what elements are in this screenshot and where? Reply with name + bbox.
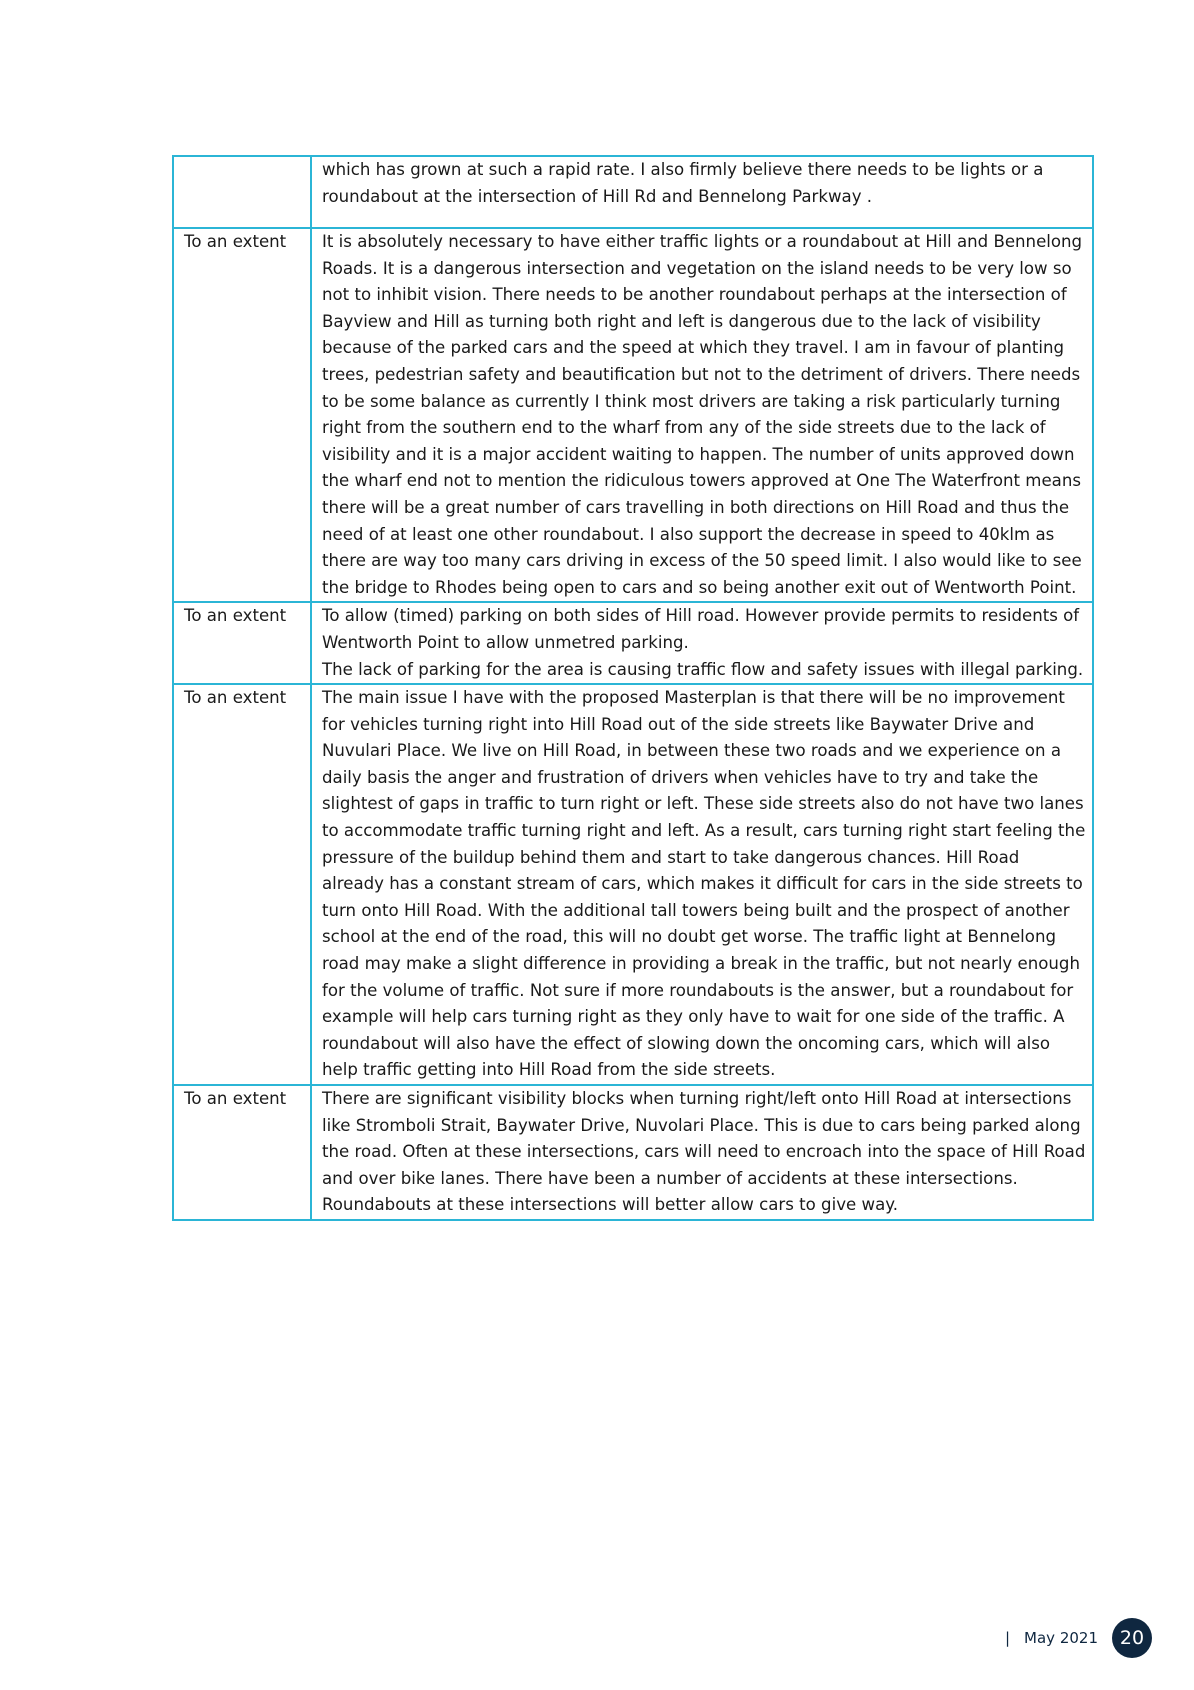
rating-cell: To an extent bbox=[173, 228, 311, 602]
comment-paragraph: The lack of parking for the area is causing traffic flow and safety issues with illegal parking. bbox=[322, 659, 1084, 679]
footer-separator: | bbox=[1004, 1629, 1011, 1647]
table-row bbox=[173, 228, 1093, 602]
comment-paragraph: To allow (timed) parking on both sides of Hill road. However provide permits to residents of Wentworth Point to allow unmetred parking. bbox=[322, 606, 1080, 652]
table-row bbox=[173, 156, 1093, 228]
table-row bbox=[173, 602, 1093, 684]
rating-cell: To an extent bbox=[173, 602, 311, 684]
rating-cell bbox=[173, 156, 311, 228]
rating-cell: To an extent bbox=[173, 1085, 311, 1220]
comment-cell bbox=[311, 602, 1093, 684]
footer-date: May 2021 bbox=[1024, 1629, 1098, 1647]
comment-cell: The main issue I have with the proposed Masterplan is that there will be no improvement for vehicles turning right into Hill Road out of the side streets like Baywater Drive and Nuvulari Place. We live on Hill Road, in between these two roads and we experience on a daily basis the anger and frustration of drivers when vehicles have to try and take the slightest of gaps in traffic to turn right or left. These side streets also do not have two lanes to accommodate traffic turning right and left. As a result, cars turning right start feeling the pressure of the buildup behind them and start to take dangerous chances. Hill Road already has a constant stream of cars, which makes it difficult for cars in the side streets to turn onto Hill Road. With the additional tall towers being built and the prospect of another school at the end of the road, this will no doubt get worse. The traffic light at Bennelong road may make a slight difference in providing a break in the traffic, but not nearly enough for the volume of traffic. Not sure if more roundabouts is the answer, but a roundabout for example will help cars turning right as they only have to wait for one side of the traffic. A roundabout will also have the effect of slowing down the oncoming cars, which will also help traffic getting into Hill Road from the side streets. bbox=[311, 684, 1093, 1085]
page-footer bbox=[1005, 1618, 1152, 1658]
table-row bbox=[173, 1085, 1093, 1220]
rating-cell: To an extent bbox=[173, 684, 311, 1085]
page-number-badge: 20 bbox=[1112, 1618, 1152, 1658]
comment-cell: There are significant visibility blocks when turning right/left onto Hill Road at intersections like Stromboli Strait, Baywater Drive, Nuvolari Place. This is due to cars being parked along the road. Often at these intersections, cars will need to encroach into the space of Hill Road and over bike lanes. There have been a number of accidents at these intersections. Roundabouts at these intersections will better allow cars to give way. bbox=[311, 1085, 1093, 1220]
comment-cell: which has grown at such a rapid rate. I also firmly believe there needs to be lights or a roundabout at the intersection of Hill Rd and Bennelong Parkway . bbox=[311, 156, 1093, 228]
comment-cell: It is absolutely necessary to have either traffic lights or a roundabout at Hill and Bennelong Roads. It is a dangerous intersection and vegetation on the island needs to be very low so not to inhibit vision. There needs to be another roundabout perhaps at the intersection of Bayview and Hill as turning both right and left is dangerous due to the lack of visibility because of the parked cars and the speed at which they travel. I am in favour of planting trees, pedestrian safety and beautification but not to the detriment of drivers. There needs to be some balance as currently I think most drivers are taking a risk particularly turning right from the southern end to the wharf from any of the side streets due to the lack of visibility and it is a major accident waiting to happen. The number of units approved down the wharf end not to mention the ridiculous towers approved at One The Waterfront means there will be a great number of cars travelling in both directions on Hill Road and thus the need of at least one other roundabout. I also support the decrease in speed to 40klm as there are way too many cars driving in excess of the 50 speed limit. I also would like to see the bridge to Rhodes being open to cars and so being another exit out of Wentworth Point. bbox=[311, 228, 1093, 602]
feedback-table bbox=[172, 155, 1094, 1221]
table-row bbox=[173, 684, 1093, 1085]
